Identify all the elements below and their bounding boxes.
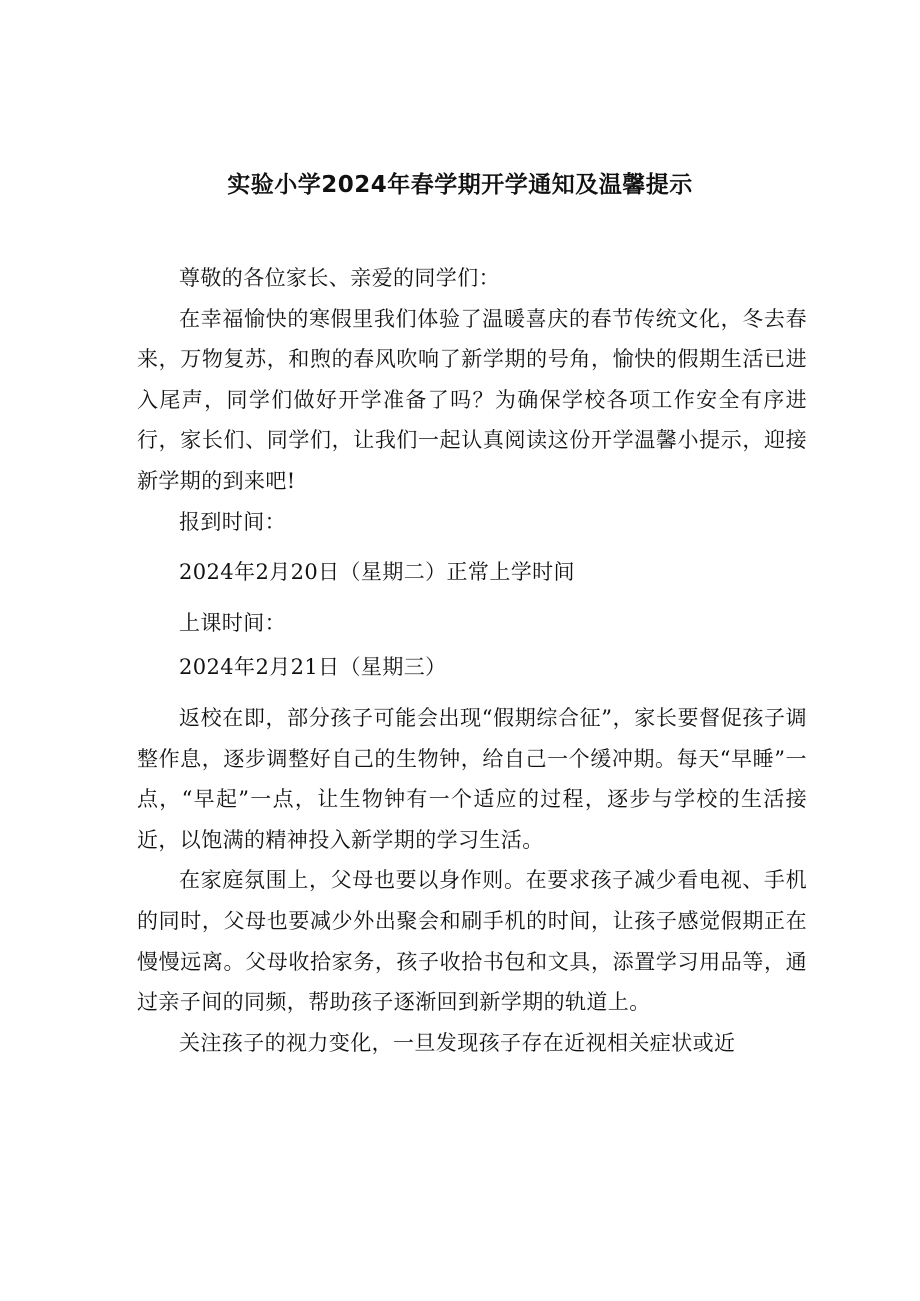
document-title: 实验小学2024年春学期开学通知及温馨提示 bbox=[227, 172, 693, 198]
document-body bbox=[137, 258, 807, 1063]
class-time-value: 2024年2月21日（星期三） bbox=[179, 655, 447, 680]
intro-paragraph: 在幸福愉快的寒假里我们体验了温暖喜庆的春节传统文化，冬去春来，万物复苏，和煦的春风吹响了新学期的号角，愉快的假期生活已进入尾声，同学们做好开学准备了吗？为确保学校各项工作安全有序进行，家长们、同学们，让我们一起认真阅读这份开学温馨小提示，迎接新学期的到来吧! bbox=[137, 306, 807, 493]
vision-care-paragraph: 关注孩子的视力变化，一旦发现孩子存在近视相关症状或近 bbox=[179, 1030, 736, 1055]
class-time-label: 上课时间： bbox=[179, 610, 286, 635]
registration-time-value: 2024年2月20日（星期二）正常上学时间 bbox=[179, 560, 575, 585]
registration-time-label: 报到时间： bbox=[179, 509, 286, 534]
family-atmosphere-paragraph: 在家庭氛围上，父母也要以身作则。在要求孩子减少看电视、手机的同时，父母也要减少外出聚会和刷手机的时间，让孩子感觉假期正在慢慢远离。父母收拾家务，孩子收拾书包和文具，添置学习用品等，通过亲子间的同频，帮助孩子逐渐回到新学期的轨道上。 bbox=[137, 868, 807, 1015]
salutation: 尊敬的各位家长、亲爱的同学们： bbox=[179, 266, 500, 290]
holiday-syndrome-paragraph: 返校在即，部分孩子可能会出现“假期综合征”，家长要督促孩子调整作息，逐步调整好自己的生物钟，给自己一个缓冲期。每天“早睡”一点，“早起”一点，让生物钟有一个适应的过程，逐步与学校的生活接近，以饱满的精神投入新学期的学习生活。 bbox=[137, 705, 807, 852]
